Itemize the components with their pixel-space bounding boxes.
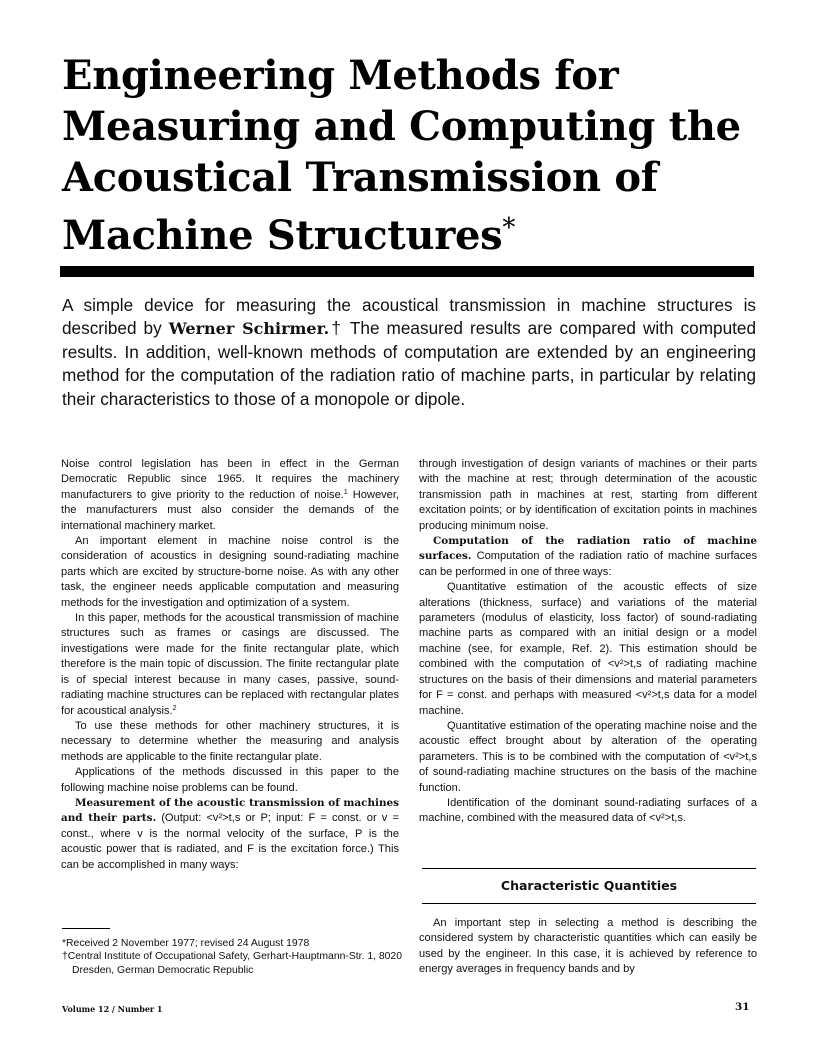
title-rule: [60, 266, 754, 277]
paragraph-text: However, the manufacturers must also consider the demands of the international machinery market.: [61, 488, 399, 532]
abstract-intro: A simple device for measuring the acoustical transmission in machine structures is described by: [62, 295, 756, 339]
footnote-affiliation: †Central Institute of Occupational Safety, Gerhart-Hauptmann-Str. 1, 8020 Dresden, German Democratic Republic: [62, 951, 402, 976]
paragraph: [61, 611, 399, 719]
paragraph: To use these methods for other machinery structures, it is necessary to determine whether the measuring and analysis methods are applicable to the finite rectangular plate.: [61, 719, 399, 763]
title-line-3: Acoustical Transmission of: [62, 154, 658, 201]
journal-volume: Volume 12 / Number 1: [62, 1004, 163, 1014]
run-in-heading: Computation of the radiation ratio of machine surfaces.: [419, 535, 757, 563]
author-name: Werner Schirmer.: [168, 319, 330, 339]
abstract-body: The measured results are compared with computed results. In addition, well-known methods of computation are extended by an engineering method for the computation of the radiation ratio of machine parts, in particular by relating their characteristics to those of a monopole or dipole.: [62, 318, 757, 409]
paragraph: [61, 796, 399, 873]
title-footnote-mark: *: [502, 213, 516, 243]
paragraph: [61, 457, 399, 534]
article-title: [62, 50, 762, 261]
left-column: [61, 457, 399, 873]
title-line-1: Engineering Methods for: [62, 52, 619, 99]
paragraph: An important element in machine noise control is the consideration of acoustics in designing sound-radiating machine parts which are excited by structure-borne noise. As with any other task, the engineer needs applicable computation and measuring methods for the investigation and optimization of a system.: [61, 535, 399, 609]
title-line-2: Measuring and Computing the: [62, 103, 741, 150]
title-line-4: Machine Structures: [62, 212, 503, 259]
paragraph: through investigation of design variants of machines or their parts with the machine at rest; through determination of the acoustic transmission path in machines at rest, starting from different excitation points; or by identification of excitation points in machines producing minimum noise.: [419, 458, 757, 532]
paragraph: Applications of the methods discussed in this paper to the following machine noise problems can be found.: [61, 766, 399, 794]
paragraph: Quantitative estimation of the operating machine noise and the acoustic effect brought about by alteration of the operating parameters. This is to be combined with the computation of <v²>t,s of sound-radiating machine structures on the basis of the machine function.: [419, 719, 757, 794]
section-heading: Characteristic Quantities: [422, 868, 756, 904]
paragraph: [419, 534, 757, 580]
abstract: [62, 294, 756, 411]
paragraph-text: Computation of the radiation ratio of machine surfaces can be performed in one of three ways:: [419, 550, 757, 578]
reference-mark: 1: [343, 488, 348, 496]
right-column-continued: [419, 916, 757, 978]
right-column: [419, 457, 757, 827]
paragraph-text: Noise control legislation has been in effect in the German Democratic Republic since 1965. It requires the machinery manufacturers to give priority to the reduction of noise.: [61, 458, 399, 501]
author-dagger: †: [329, 318, 344, 339]
paragraph: An important step in selecting a method is describing the considered system by characteristic quantities which can easily be used by the engineer. In this case, it is achieved by reference to energy averages in frequency bands and by: [419, 917, 757, 976]
footnote-rule: [62, 928, 110, 929]
run-in-heading: Measurement of the acoustic transmission of machines and their parts.: [61, 796, 399, 825]
page-number: 31: [735, 1001, 750, 1013]
paragraph: Identification of the dominant sound-radiating surfaces of a machine, combined with the measured data of <v²>t,s.: [419, 796, 757, 825]
paragraph: Quantitative estimation of the acoustic effects of size alterations (thickness, surface) and variations of the material parameters (modulus of elasticity, loss factor) of sound-radiating machine parts as compared with an initial design or a model machine (see, for example, Ref. 2). This estimation should be combined with the computation of <v²>t,s of radiating machine structures on the basis of their dimensions and material parameters for F = const. and perhaps with measured <v²>t,s data for a model machine.: [419, 581, 757, 717]
paragraph-text: In this paper, methods for the acoustical transmission of machine structures such as frames or casings are discussed. The investigations were made for the finite rectangular plate, which therefore is the main topic of discussion. The finite rectangular plate is of special interest because in many cases, passive, sound-radiating machine structures can be replaced with rectangular plates for acoustical analysis.: [61, 612, 399, 717]
paragraph-text: (Output: <v²>t,s or P; input: F = const. or v = const., where v is the normal velocity of the surface, P is the acoustic power that is radiated, and F is the excitation force.) This can be accomplished in many ways:: [61, 812, 399, 871]
footnote-received: *Received 2 November 1977; revised 24 August 1978: [62, 938, 310, 949]
footnotes: [62, 937, 402, 977]
reference-mark: 2: [172, 704, 177, 712]
